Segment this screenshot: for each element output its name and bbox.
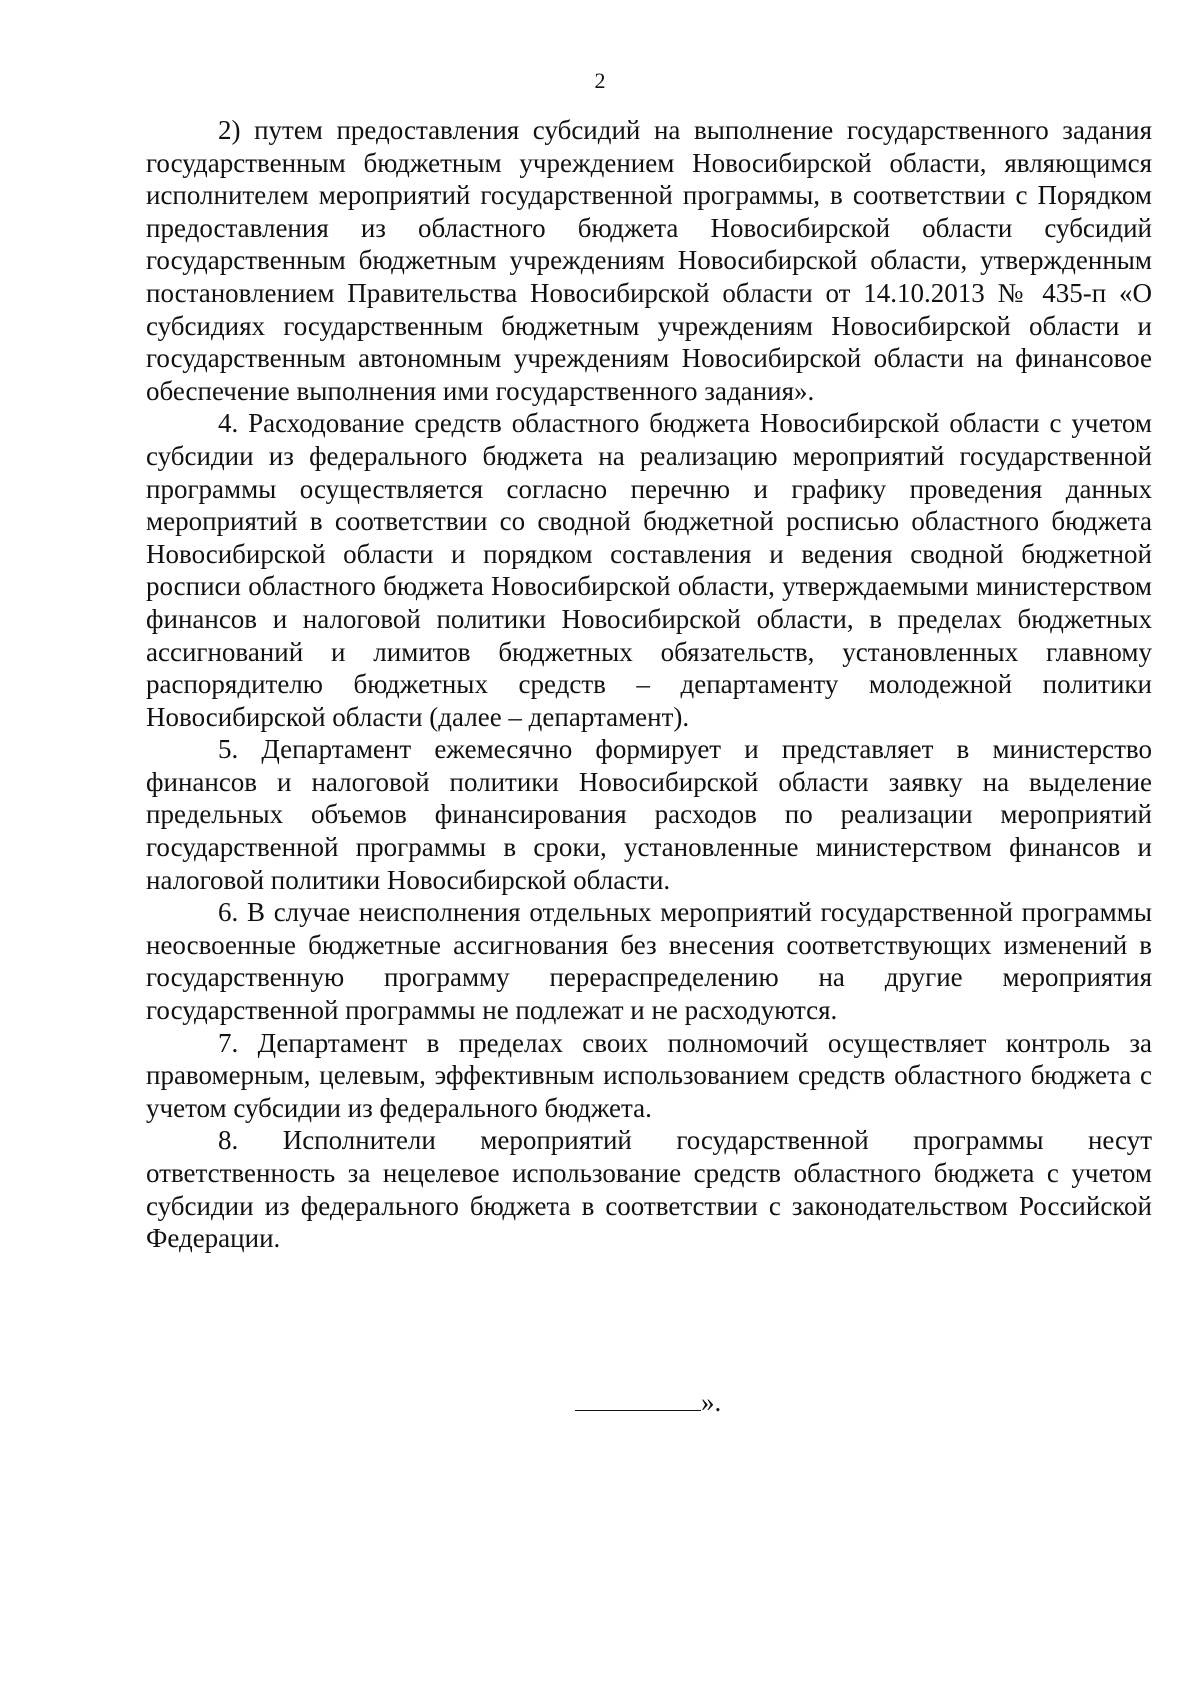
paragraph-6-non-execution: 6. В случае неисполнения отдельных мероприятий государственной программы неосвоенные бюджетные ассигнования без внесения соответствующих изменений в государственную программу перераспределению на другие мероприятия государственной программы не подлежат и не расходуются. — [146, 897, 1152, 1026]
document-body — [146, 114, 1152, 1255]
paragraph-2-subsidies: 2) путем предоставления субсидий на выполнение государственного задания государственным бюджетным учреждением Новосибирской области, являющимся исполнителем мероприятий государственной программы, в соответствии с Порядком предоставления из областного бюджета Новосибирской области субсидий государственным бюджетным учреждениям Новосибирской области, утвержденным постановлением Правительства Новосибирской области от 14.10.2013 № 435-п «О субсидиях государственным бюджетным учреждениям Новосибирской области и государственным автономным учреждениям Новосибирской области на финансовое обеспечение выполнения ими государственного задания». — [146, 115, 1152, 406]
paragraph-7-control: 7. Департамент в пределах своих полномочий осуществляет контроль за правомерным, целевым, эффективным использованием средств областного бюджета с учетом субсидии из федерального бюджета. — [146, 1027, 1152, 1123]
closing-underline — [575, 1388, 701, 1411]
closing-mark — [575, 1386, 721, 1418]
closing-quote: ». — [701, 1387, 722, 1417]
paragraph-8-responsibility: 8. Исполнители мероприятий государственной программы несут ответственность за нецелевое использование средств областного бюджета с учетом субсидии из федерального бюджета в соответствии с законодательством Российской Федерации. — [146, 1125, 1152, 1254]
paragraph-5-department-request: 5. Департамент ежемесячно формирует и представляет в министерство финансов и налоговой политики Новосибирской области заявку на выделение предельных объемов финансирования расходов по реализации мероприятий государственной программы в сроки, установленные министерством финансов и налоговой политики Новосибирской области. — [146, 734, 1152, 895]
page-number: 2 — [594, 68, 606, 93]
paragraph-4-budget-spending: 4. Расходование средств областного бюджета Новосибирской области с учетом субсидии из федерального бюджета на реализацию мероприятий государственной программы осуществляется согласно перечню и графику проведения данных мероприятий в соответствии со сводной бюджетной росписью областного бюджета Новосибирской области и порядком составления и ведения сводной бюджетной росписи областного бюджета Новосибирской области, утверждаемыми министерством финансов и налоговой политики Новосибирской области, в пределах бюджетных ассигнований и лимитов бюджетных обязательств, установленных главному распорядителю бюджетных средств – департаменту молодежной политики Новосибирской области (далее – департамент). — [146, 408, 1152, 732]
